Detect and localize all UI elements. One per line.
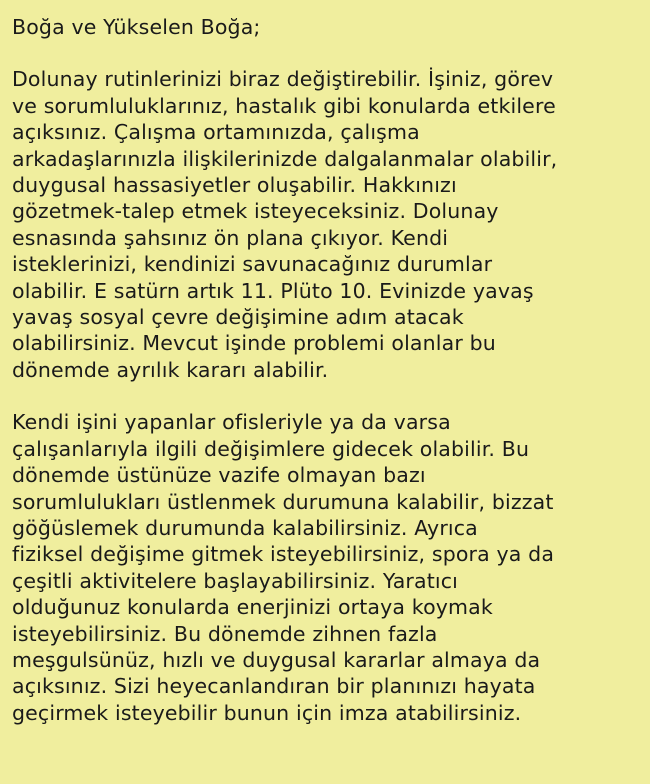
section-heading: Boğa ve Yükselen Boğa; — [12, 15, 261, 39]
paragraph-rutinler: Dolunay rutinlerinizi biraz değiştirebilir. İşiniz, görev ve sorumluluklarınız, hastalık gibi konularda etkilere açıksınız. Çalışma ortamınızda, çalışma arkadaşlarınızla ilişkilerinizde dalgalanmalar olabilir, duygusal hassasiyetler oluşabilir. Hakkınızı gözetmek-talep etmek isteyeceksiniz. Dolunay esnasında şahsınız ön plana çıkıyor. Kendi isteklerinizi, kendinizi savunacağınız durumlar olabilir. E satürn artık 11. Plüto 10. Evinizde yavaş yavaş sosyal çevre değişimine adım atacak olabilirsiniz. Mevcut işinde problemi olanlar bu dönemde ayrılık kararı alabilir. — [12, 67, 558, 382]
paragraph-kendi-isini: Kendi işini yapanlar ofisleriyle ya da varsa çalışanlarıyla ilgili değişimlere gidecek olabilir. Bu dönemde üstünüze vazife olmayan bazı sorumlulukları üstlenmek durumuna kalabilir, bizzat göğüslemek durumunda kalabilirsiniz. Ayrıca fiziksel değişime gitmek isteyebilirsiniz, spora ya da çeşitli aktivitelere başlayabilirsiniz. Yaratıcı olduğunuz konularda enerjinizi ortaya koymak isteyebilirsiniz. Bu dönemde zihnen fazla meşgulsünüz, hızlı ve duygusal kararlar almaya da açıksınız. Sizi heyecanlandıran bir planınızı hayata geçirmek isteyebilir bunun için imza atabilirsiniz. — [12, 410, 555, 725]
